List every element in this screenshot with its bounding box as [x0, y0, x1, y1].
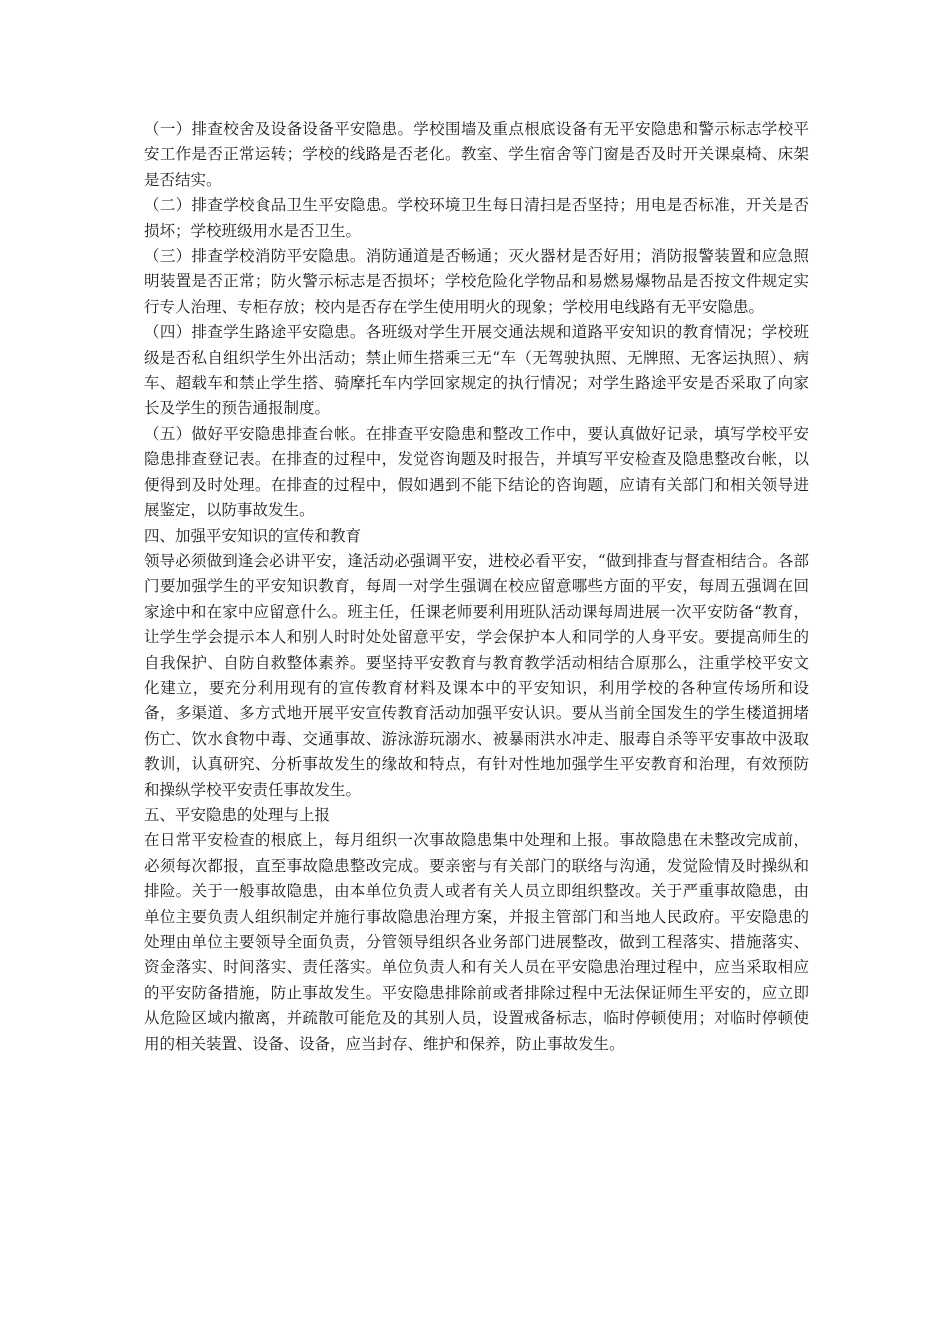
document-body — [144, 117, 809, 1057]
paragraph-hazard-ledger: （五）做好平安隐患排查台帐。在排查平安隐患和整改工作中，要认真做好记录，填写学校平安隐患排查登记表。在排查的过程中，发觉咨询题及时报告，并填写平安检查及隐患整改台帐，以便得到及时处理。在排查的过程中，假如遇到不能下结论的咨询题，应请有关部门和相关领导进展鉴定，以防事故发生。 — [144, 424, 809, 520]
paragraph-safety-education: 领导必须做到逢会必讲平安，逢活动必强调平安，进校必看平安，“做到排查与督查相结合。各部门要加强学生的平安知识教育，每周一对学生强调在校应留意哪些方面的平安，每周五强调在回家途中和在家中应留意什么。班主任，任课老师要利用班队活动课每周进展一次平安防备“教育，让学生学会提示本人和别人时时处处留意平安，学会保护本人和同学的人身平安。要提高师生的自我保护、自防自救整体素养。要坚持平安教育与教育教学活动相结合原那么，注重学校平安文化建立，要充分利用现有的宣传教育材料及课本中的平安知识，利用学校的各种宣传场所和设备，多渠道、多方式地开展平安宣传教育活动加强平安认识。要从当前全国发生的学生楼道拥堵伤亡、饮水食物中毒、交通事故、游泳游玩溺水、被暴雨洪水冲走、服毒自杀等平安事故中汲取教训，认真研究、分析事故发生的缘故和特点，有针对性地加强学生平安教育和治理，有效预防和操纵学校平安责任事故发生。 — [144, 551, 809, 799]
paragraph-road-safety: （四）排查学生路途平安隐患。各班级对学生开展交通法规和道路平安知识的教育情况；学校班级是否私自组织学生外出活动；禁止师生搭乘三无“车（无驾驶执照、无牌照、无客运执照）、病车、超载车和禁止学生搭、骑摩托车内学回家规定的执行情况；对学生路途平安是否采取了向家长及学生的预告通报制度。 — [144, 323, 809, 418]
paragraph-hazard-reporting: 在日常平安检查的根底上，每月组织一次事故隐患集中处理和上报。事故隐患在未整改完成前，必须每次都报，直至事故隐患整改完成。要亲密与有关部门的联络与沟通，发觉险情及时操纵和排险。关于一般事故隐患，由本单位负责人或者有关人员立即组织整改。关于严重事故隐患，由单位主要负责人组织制定并施行事故隐患治理方案，并报主管部门和当地人民政府。平安隐患的处理由单位主要领导全面负责，分管领导组织各业务部门进展整改，做到工程落实、措施落实、资金落实、时间落实、责任落实。单位负责人和有关人员在平安隐患治理过程中，应当采取相应的平安防备措施，防止事故发生。平安隐患排除前或者排除过程中无法保证师生平安的，应立即从危险区域内撤离，并疏散可能危及的其别人员，设置戒备标志，临时停顿使用；对临时停顿使用的相关装置、设备、设备，应当封存、维护和保养，防止事故发生。 — [144, 831, 809, 1053]
paragraph-fire-safety: （三）排查学校消防平安隐患。消防通道是否畅通；灭火器材是否好用；消防报警装置和应急照明装置是否正常；防火警示标志是否损坏；学校危险化学物品和易燃易爆物品是否按文件规定实行专人治理、专柜存放；校内是否存在学生使用明火的现象；学校用电线路有无平安隐患。 — [144, 247, 809, 316]
paragraph-food-hygiene: （二）排查学校食品卫生平安隐患。学校环境卫生每日清扫是否坚持；用电是否标准，开关是否损坏；学校班级用水是否卫生。 — [144, 196, 809, 240]
section-heading-hazard-reporting: 五、平安隐患的处理与上报 — [144, 805, 331, 824]
paragraph-school-buildings: （一）排查校舍及设备设备平安隐患。学校围墙及重点根底设备有无平安隐患和警示标志学校平安工作是否正常运转；学校的线路是否老化。教室、学生宿舍等门窗是否及时开关课桌椅、床架是否结实。 — [144, 120, 809, 189]
section-heading-safety-education: 四、加强平安知识的宣传和教育 — [144, 526, 362, 545]
